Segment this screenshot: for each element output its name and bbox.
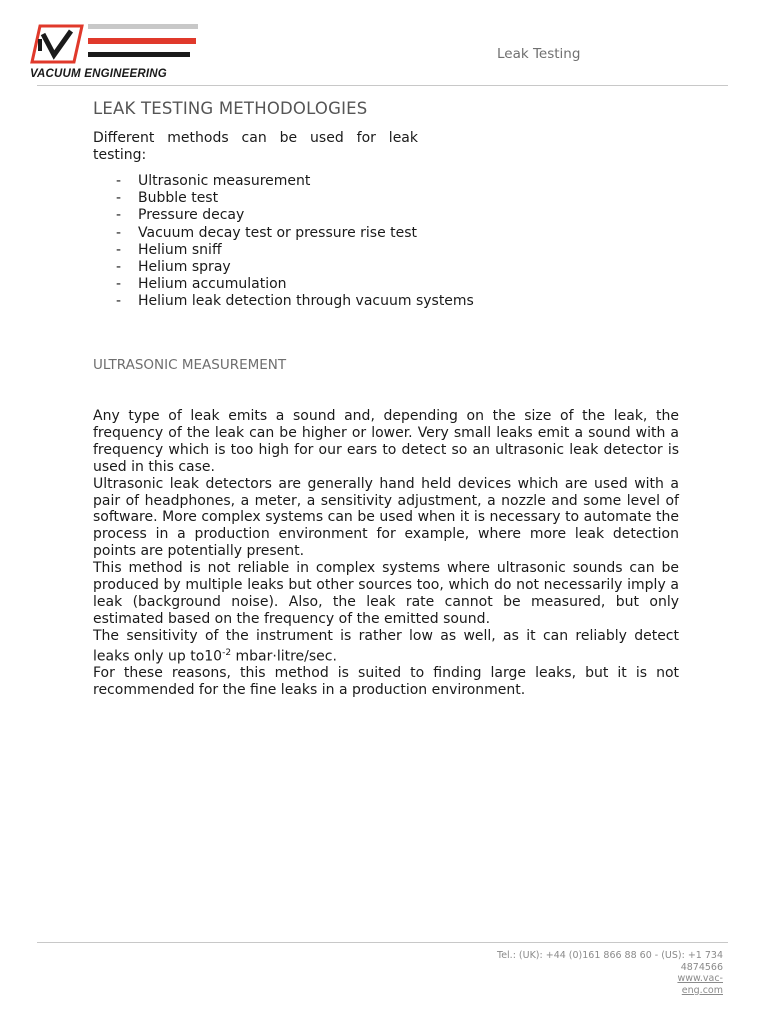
list-item xyxy=(116,173,474,190)
ultrasonic-body xyxy=(93,408,679,699)
website-link[interactable]: www.vac- xyxy=(677,973,723,984)
footer-phone: Tel.: (UK): +44 (0)161 866 88 60 - (US): +1 734 4874566 xyxy=(497,950,723,973)
methods-list xyxy=(116,173,474,311)
footer-contact xyxy=(463,950,723,996)
list-item xyxy=(116,242,474,259)
list-item-label: Helium accumulation xyxy=(138,276,287,293)
bullet-dash: - xyxy=(116,259,122,276)
bullet-dash: - xyxy=(116,224,122,241)
exponent: -2 xyxy=(222,647,232,658)
list-item xyxy=(116,293,474,310)
bullet-dash: - xyxy=(116,207,122,224)
logo-wordmark: VACUUM ENGINEERING xyxy=(30,68,167,80)
bullet-dash: - xyxy=(116,293,122,310)
body-paragraph: For these reasons, this method is suited to finding large leaks, but it is not recommended for the fine leaks in a production environment. xyxy=(93,665,679,699)
list-item xyxy=(116,259,474,276)
sensitivity-text: The sensitivity of the instrument is rather low as well, as it can reliably detect leaks only up to10 xyxy=(93,627,679,665)
list-item xyxy=(116,225,474,242)
header-divider xyxy=(37,85,728,86)
section-heading-ultrasonic: ULTRASONIC MEASUREMENT xyxy=(93,357,287,373)
list-item-label: Bubble test xyxy=(138,190,219,207)
list-item xyxy=(116,276,474,293)
list-item-label: Ultrasonic measurement xyxy=(138,173,311,189)
list-item-label: Vacuum decay test or pressure rise test xyxy=(138,224,418,241)
sensitivity-unit: mbar·litre/sec. xyxy=(231,648,337,665)
body-paragraph: This method is not reliable in complex systems where ultrasonic sounds can be produced by multiple leaks but other sources too, which do not necessarily imply a leak (background noise). Also, the leak rate cannot be measured, but only estimated based on the frequency of the emitted sound. xyxy=(93,560,679,627)
list-item-label: Helium spray xyxy=(138,259,231,276)
page-header-title: Leak Testing xyxy=(497,46,581,62)
body-paragraph: Ultrasonic leak detectors are generally hand held devices which are used with a pair of headphones, a meter, a sensitivity adjustment, a nozzle and some level of software. More complex systems can be used when it is necessary to automate the process in a production environment for example, where more leak detection points are potentially present. xyxy=(93,475,679,560)
body-paragraph: Any type of leak emits a sound and, depending on the size of the leak, the frequency of the leak can be higher or lower. Very small leaks emit a sound with a frequency which is too high for our ears to detect so an ultrasonic leak detector is used in this case. xyxy=(93,408,679,475)
bullet-dash: - xyxy=(116,241,122,258)
list-item xyxy=(116,190,474,207)
list-item-label: Pressure decay xyxy=(138,207,245,224)
section-heading-methodologies: LEAK TESTING METHODOLOGIES xyxy=(93,99,368,118)
footer-divider xyxy=(37,942,728,943)
list-item xyxy=(116,207,474,224)
bullet-dash: - xyxy=(116,190,122,207)
bullet-dash: - xyxy=(116,276,122,293)
body-paragraph xyxy=(93,628,679,665)
website-link[interactable]: eng.com xyxy=(681,984,723,996)
intro-paragraph: Different methods can be used for leak testing: xyxy=(93,130,418,163)
list-item-label: Helium sniff xyxy=(138,241,222,258)
bullet-dash: - xyxy=(116,173,122,189)
list-item-label: Helium leak detection through vacuum systems xyxy=(138,293,474,310)
